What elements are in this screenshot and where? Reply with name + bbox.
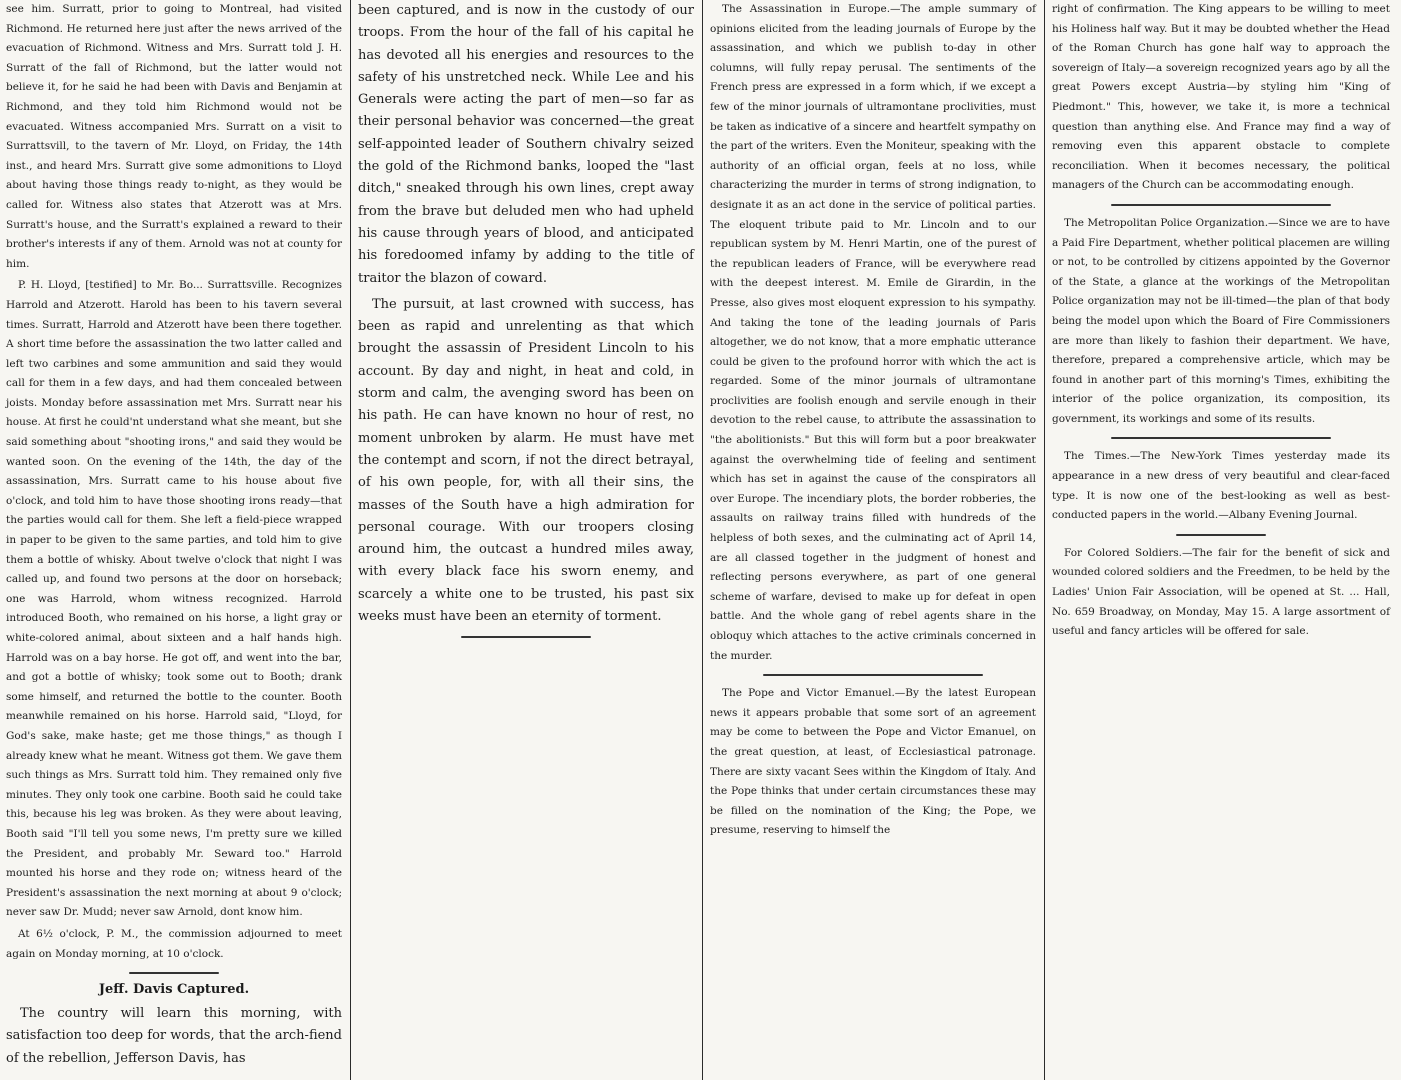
column-rule-1 bbox=[350, 0, 351, 1080]
col2-divider bbox=[461, 636, 591, 638]
col1-paragraph-1: see him. Surratt, prior to going to Montreal, had visited Richmond. He returned here just after the news arrived of the evacuation of Richmond. Witness and Mrs. Surratt told J. H. Surratt of the fall of Richmond, but the latter would not believe it, for he said he had been with Davis and Benjamin at Richmond, and they told him Richmond would not be evacuated. Witness accompanied Mrs. Surratt on a visit to Surrattsvill, to the tavern of Mr. Lloyd, on Friday, the 14th inst., and heard Mrs. Surratt give some admonitions to Lloyd about having those things ready to-night, as they would be called for. Witness also states that Atzerott was at Mrs. Surratt's house, and the Surratt's explained a reward to their brother's interests if any of them. Arnold was not at county for him. bbox=[6, 3, 342, 270]
col2-paragraph-1: been captured, and is now in the custody of our troops. From the hour of the fall of his capital he has devoted all his energies and resources to the safety of his unstretched neck. While Lee and his Generals were acting the part of men—so far as their personal behavior was concerned—the great self-appointed leader of Southern chivalry seized the gold of the Richmond banks, looped the "last ditch," sneaked through his own lines, crept away from the brave but deluded men who had upheld his cause through years of blood, and anticipated his foredoomed infamy by adding to the title of traitor the blazon of coward. bbox=[358, 3, 694, 286]
col4-divider-2 bbox=[1111, 437, 1331, 439]
col4-divider-1 bbox=[1111, 204, 1331, 206]
col4-paragraph-2: The Metropolitan Police Organization.—Since we are to have a Paid Fire Department, whether political placemen are willing or not, to be controlled by citizens appointed by the Governor of the State, a glance at the workings of the Metropolitan Police organization may not be ill-timed—the plan of that body being the model upon which the Board of Fire Commissioners are more than likely to fashion their department. We have, therefore, prepared a comprehensive article, which may be found in another part of this morning's Times, exhibiting the interior of the police organization, its composition, its government, its workings and some of its results. bbox=[1052, 216, 1390, 425]
col4-divider-3 bbox=[1176, 534, 1266, 536]
col3-divider bbox=[763, 674, 983, 676]
col4-paragraph-3: The Times.—The New-York Times yesterday made its appearance in a new dress of very beautiful and clear-faced type. It is now one of the best-looking as well as best-conducted papers in the world.—Albany Evening Journal. bbox=[1052, 450, 1390, 522]
column-rule-3 bbox=[1044, 0, 1045, 1080]
col1-divider bbox=[129, 972, 219, 974]
col1-paragraph-4: The country will learn this morning, with satisfaction too deep for words, that the arch-fiend of the rebellion, Jefferson Davis, has bbox=[6, 1006, 342, 1066]
column-4 bbox=[1046, 0, 1396, 1080]
col3-paragraph-2: The Pope and Victor Emanuel.—By the latest European news it appears probable that some sort of an agreement may be come to between the Pope and Victor Emanuel, on the great question, at least, of Ecclesiastical patronage. There are sixty vacant Sees within the Kingdom of Italy. And the Pope thinks that under certain circumstances these may be filled on the nomination of the King; the Pope, we presume, reserving to himself the bbox=[710, 687, 1036, 837]
column-2 bbox=[352, 0, 700, 1080]
col1-heading: Jeff. Davis Captured. bbox=[98, 982, 250, 998]
col2-paragraph-2: The pursuit, at last crowned with success, has been as rapid and unrelenting as that which brought the assassin of President Lincoln to his account. By day and night, in heat and cold, in storm and calm, the avenging sword has been on his path. He can have known no hour of rest, no moment unbroken by alarm. He must have met the contempt and scorn, if not the direct betrayal, of his own people, for, with all their sins, the masses of the South have a high admiration for personal courage. With our troopers closing around him, the outcast a hundred miles away, with every black face his sworn enemy, and scarcely a white one to be trusted, his past six weeks must have been an eternity of torment. bbox=[358, 296, 694, 625]
col4-paragraph-4: For Colored Soldiers.—The fair for the benefit of sick and wounded colored soldiers and the Freedmen, to be held by the Ladies' Union Fair Association, will be opened at St. ... Hall, No. 659 Broadway, on Monday, May 15. A large assortment of useful and fancy articles will be offered for sale. bbox=[1052, 546, 1390, 638]
col1-paragraph-2: P. H. Lloyd, [testified] to Mr. Bo... Surrattsville. Recognizes Harrold and Atzerott. Harold has been to his tavern several times. Surratt, Harrold and Atzerott have been there together. A short time before the assassination the two latter called and left two carbines and some ammunition and said they would call for them in a few days, and had them concealed between joists. Monday before assassination met Mrs. Surratt near his house. At first he could'nt understand what she meant, but she said something about "shooting irons," and said they would be wanted soon. On the evening of the 14th, the day of the assassination, Mrs. Surratt came to his house about five o'clock, and told him to have those shooting irons ready—that the parties would call for them. She left a field-piece wrapped in paper to be given to the same parties, and told him to give them a bottle of whisky. About twelve o'clock that night I was called up, and found two persons at the door on horseback; one was Harrold, whom witness recognized. Harrold introduced Booth, who remained on his horse, a light gray or white-colored animal, about sixteen and a half hands high. Harrold was on a bay horse. He got off, and went into the bar, and got a bottle of whisky; took some out to Booth; drank some himself, and returned the bottle to the counter. Booth meanwhile remained on his horse. Harrold said, "Lloyd, for God's sake, make haste; get me those things," as though I already knew what he meant. Witness got them. We gave them such things as Mrs. Surratt told him. They remained only five minutes. They only took one carbine. Booth said he could take this, because his leg was broken. As they were about leaving, Booth said "I'll tell you some news, I'm pretty sure we killed the President, and probably Mr. Seward too." Harrold mounted his horse and they rode on; witness heard of the President's assassination the next morning at about 9 o'clock; never saw Dr. Mudd; never saw Arnold, dont know him. bbox=[6, 279, 342, 919]
column-1 bbox=[0, 0, 348, 1080]
col3-paragraph-1: The Assassination in Europe.—The ample summary of opinions elicited from the leading journals of Europe by the assassination, and which we publish to-day in other columns, will fully repay perusal. The sentiments of the French press are expressed in a form which, if we except a few of the minor journals of ultramontane proclivities, must be taken as indicative of a sincere and heartfelt sympathy on the part of the writers. Even the Moniteur, speaking with the authority of an official organ, feels at no loss, while characterizing the murder in terms of strong indignation, to designate it as an act done in the service of political parties. The eloquent tribute paid to Mr. Lincoln and to our republican system by M. Henri Martin, one of the purest of the republican leaders of France, will be everywhere read with the deepest interest. M. Emile de Girardin, in the Presse, also gives most eloquent expression to his sympathy. And taking the tone of the leading journals of Paris altogether, we do not know, that a more emphatic utterance could be given to the profound horror with which the act is regarded. Some of the minor journals of ultramontane proclivities are foolish enough and servile enough in their devotion to the rebel cause, to attribute the assassination to "the abolitionists." But this will form but a poor breakwater against the overwhelming tide of feeling and sentiment which has set in against the cause of the conspirators all over Europe. The incendiary plots, the border robberies, the assaults on railway trains filled with hundreds of the helpless of both sexes, and the culminating act of April 14, are all classed together in the judgment of honest and reflecting persons everywhere, as part of one general scheme of warfare, devised to make up for defeat in open battle. And the whole gang of rebel agents share in the obloquy which attaches to the active criminals concerned in the murder. bbox=[710, 3, 1036, 662]
col1-paragraph-3: At 6½ o'clock, P. M., the commission adjourned to meet again on Monday morning, at 10 o'clock. bbox=[6, 927, 342, 960]
col4-paragraph-1: right of confirmation. The King appears to be willing to meet his Holiness half way. But it may be doubted whether the Head of the Roman Church has gone half way to approach the sovereign of Italy—a sovereign recognized years ago by all the great Powers except Austria—by styling him "King of Piedmont." This, however, we take it, is more a technical question than anything else. And France may find a way of removing even this apparent obstacle to complete reconciliation. When it becomes necessary, the political managers of the Church can be accommodating enough. bbox=[1052, 3, 1390, 192]
column-3 bbox=[704, 0, 1042, 1080]
column-rule-2 bbox=[702, 0, 703, 1080]
